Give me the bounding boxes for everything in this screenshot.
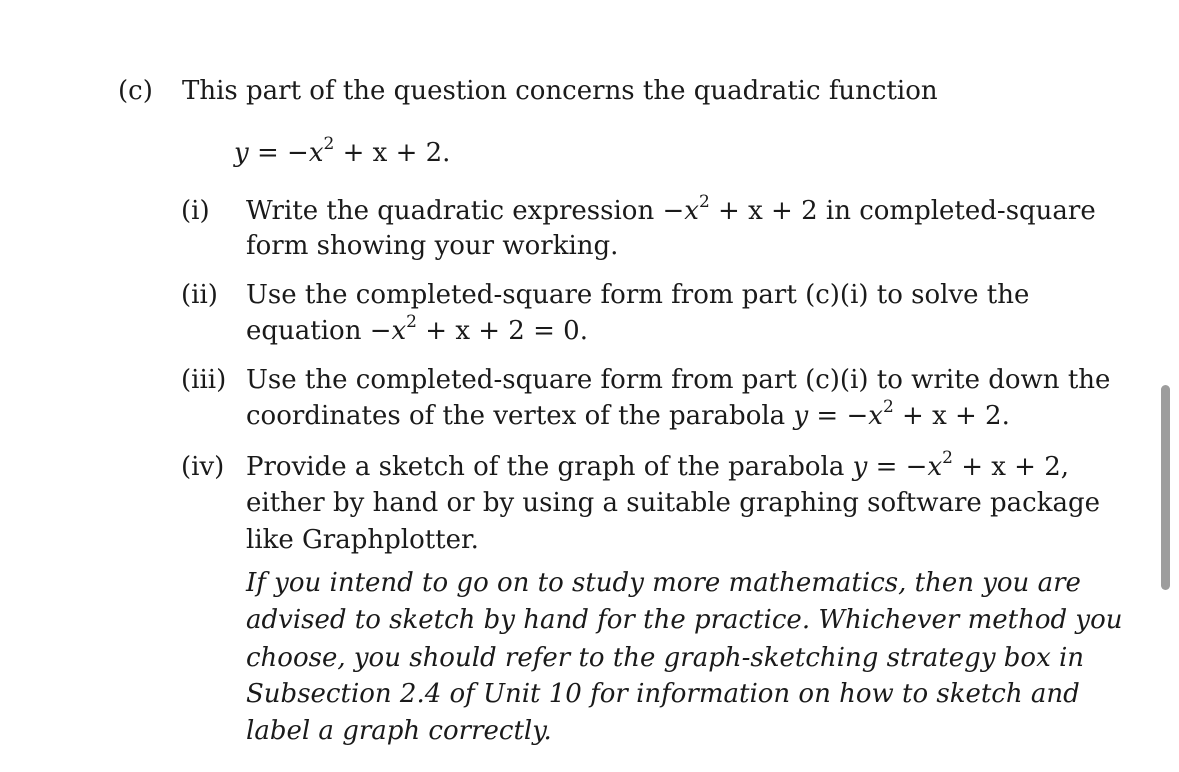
expr-x: x <box>684 196 699 226</box>
item-ii-text-a: equation <box>246 316 370 346</box>
eq-rest: + x + 2. <box>342 138 451 168</box>
expr-exp-4: 2 <box>942 448 953 468</box>
item-i-text-a: Write the quadratic expression <box>246 196 663 226</box>
item-iii-text-b: . <box>1001 401 1010 431</box>
expr-exp: 2 <box>698 192 710 212</box>
item-i-line1 <box>246 192 1096 226</box>
expr-rest-3: + x + 2 <box>893 401 1002 431</box>
expr-rest: + x + 2 <box>709 196 818 226</box>
note-line-2: advised to sketch by hand for the practice. Whichever method you <box>246 605 1123 635</box>
eq-lhs: y <box>234 138 249 168</box>
item-label-i: (i) <box>181 196 210 226</box>
eq-sign: = <box>256 138 279 168</box>
expr-rest-2: + x + 2 <box>417 316 525 346</box>
eqn-eq-2: = <box>867 452 906 482</box>
item-iv-text-b: , <box>1060 452 1070 482</box>
part-label: (c) <box>118 76 153 106</box>
main-equation <box>234 134 451 168</box>
vertical-scrollbar[interactable] <box>1161 385 1170 590</box>
item-ii-text-b: = 0. <box>524 316 588 346</box>
item-iv-line3: like Graphplotter. <box>246 525 479 555</box>
expr-x-3: x <box>868 401 883 431</box>
expr-neg-4: − <box>905 452 928 482</box>
item-label-ii: (ii) <box>181 280 218 310</box>
eqn-y: y <box>793 401 809 431</box>
expr-exp-3: 2 <box>882 397 894 417</box>
item-label-iv: (iv) <box>181 452 225 482</box>
expr-neg-3: − <box>846 401 869 431</box>
expr-x-4: x <box>927 452 943 482</box>
item-iii-line2 <box>246 397 1010 431</box>
expr-x-2: x <box>391 316 407 346</box>
item-iv-line1 <box>246 448 1070 482</box>
part-intro: This part of the question concerns the quadratic function <box>182 76 938 106</box>
expr-rest-4: + x + 2 <box>952 452 1061 482</box>
eq-x: x <box>308 138 324 168</box>
note-line-1: If you intend to go on to study more mathematics, then you are <box>246 568 1081 598</box>
item-iv-text-a: Provide a sketch of the graph of the parabola <box>246 452 853 482</box>
item-label-iii: (iii) <box>181 365 227 395</box>
note-line-4: Subsection 2.4 of Unit 10 for information on how to sketch and <box>246 679 1080 709</box>
expr-neg-2: − <box>369 316 392 346</box>
expr-exp-2: 2 <box>406 312 417 332</box>
note-line-5: label a graph correctly. <box>246 716 552 746</box>
item-i-text-b: in completed-square <box>817 196 1096 226</box>
item-iii-text-a: coordinates of the vertex of the parabola <box>246 401 794 431</box>
item-ii-line1: Use the completed-square form from part (c)(i) to solve the <box>246 280 1030 310</box>
item-i-line2: form showing your working. <box>246 231 619 261</box>
expr-neg: − <box>662 196 685 226</box>
eqn-eq: = <box>808 401 847 431</box>
eqn-y-2: y <box>852 452 868 482</box>
eq-exp: 2 <box>323 134 335 154</box>
eq-neg: − <box>287 138 309 168</box>
item-iv-line2: either by hand or by using a suitable graphing software package <box>246 488 1101 518</box>
item-iii-line1: Use the completed-square form from part (c)(i) to write down the <box>246 365 1111 395</box>
note-line-3: choose, you should refer to the graph-sketching strategy box in <box>246 643 1085 673</box>
item-ii-line2 <box>246 312 588 346</box>
